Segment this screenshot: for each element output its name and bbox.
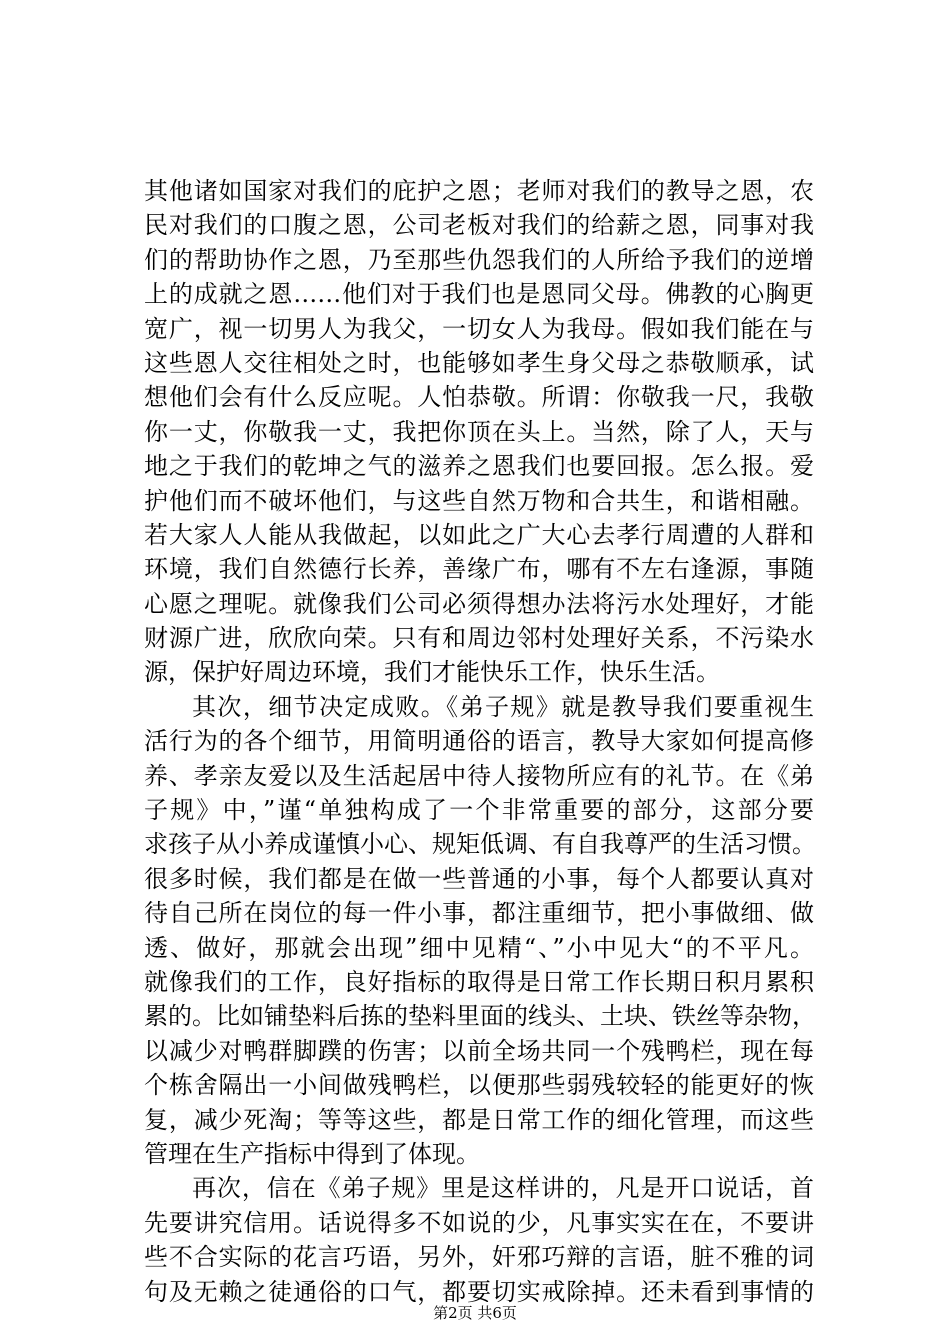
text-line: 先要讲究信用。话说得多不如说的少，凡事实实在在，不要讲 xyxy=(144,1208,814,1237)
body-text xyxy=(144,174,814,1309)
text-line: 很多时候，我们都是在做一些普通的小事，每个人都要认真对 xyxy=(144,864,814,893)
text-line: 护他们而不破坏他们，与这些自然万物和合共生，和谐相融。 xyxy=(144,486,814,515)
text-line: 透、做好，那就会出现”细中见精“、”小中见大“的不平凡。 xyxy=(144,933,814,962)
text-line: 若大家人人能从我做起，以如此之广大心去孝行周遭的人群和 xyxy=(144,520,814,549)
paragraph-start-line: 其次，细节决定成败。《弟子规》就是教导我们要重视生 xyxy=(192,692,814,721)
text-line: 地之于我们的乾坤之气的滋养之恩我们也要回报。怎么报。爱 xyxy=(144,452,814,481)
text-line: 句及无赖之徒通俗的口气，都要切实戒除掉。还未看到事情的 xyxy=(144,1277,814,1306)
text-line: 环境，我们自然德行长养，善缘广布，哪有不左右逢源，事随 xyxy=(144,555,814,584)
text-line: 其他诸如国家对我们的庇护之恩；老师对我们的教导之恩，农 xyxy=(144,177,814,205)
text-line: 民对我们的口腹之恩，公司老板对我们的给薪之恩，同事对我 xyxy=(144,211,814,240)
paragraph-start-line: 再次，信在《弟子规》里是这样讲的，凡是开口说话，首 xyxy=(192,1174,814,1203)
text-line: 个栋舍隔出一小间做残鸭栏，以便那些弱残较轻的能更好的恢 xyxy=(144,1071,814,1100)
text-line: 们的帮助协作之恩，乃至那些仇怨我们的人所给予我们的逆增 xyxy=(144,245,814,274)
text-line: 活行为的各个细节，用简明通俗的语言，教导大家如何提高修 xyxy=(144,727,814,756)
text-line: 财源广进，欣欣向荣。只有和周边邻村处理好关系，不污染水 xyxy=(144,624,814,653)
text-line: 求孩子从小养成谨慎小心、规矩低调、有自我尊严的生活习惯。 xyxy=(144,830,816,859)
text-line: 这些恩人交往相处之时，也能够如孝生身父母之恭敬顺承，试 xyxy=(144,348,814,377)
text-line: 想他们会有什么反应呢。人怕恭敬。所谓：你敬我一尺，我敬 xyxy=(144,383,814,412)
text-line: 源，保护好周边环境，我们才能快乐工作，快乐生活。 xyxy=(144,658,720,687)
text-line: 你一丈，你敬我一丈，我把你顶在头上。当然，除了人，天与 xyxy=(144,417,814,446)
text-line: 上的成就之恩……他们对于我们也是恩同父母。佛教的心胸更 xyxy=(144,280,814,309)
text-line: 子规》中，”谨“单独构成了一个非常重要的部分，这部分要 xyxy=(144,796,814,825)
text-line: 管理在生产指标中得到了体现。 xyxy=(144,1139,480,1168)
text-line: 累的。比如铺垫料后拣的垫料里面的线头、土块、铁丝等杂物， xyxy=(144,1002,816,1031)
text-line: 些不合实际的花言巧语，另外，奸邪巧辩的言语，脏不雅的词 xyxy=(144,1243,814,1272)
text-line: 以减少对鸭群脚蹼的伤害；以前全场共同一个残鸭栏，现在每 xyxy=(144,1036,814,1065)
page-number-footer: 第2页 共6页 xyxy=(433,1304,517,1322)
text-line: 就像我们的工作，良好指标的取得是日常工作长期日积月累积 xyxy=(144,967,814,996)
text-line: 复，减少死淘；等等这些，都是日常工作的细化管理，而这些 xyxy=(144,1105,814,1134)
text-line: 心愿之理呢。就像我们公司必须得想办法将污水处理好，才能 xyxy=(144,589,814,618)
text-line: 待自己所在岗位的每一件小事，都注重细节，把小事做细、做 xyxy=(144,899,814,928)
text-line: 养、孝亲友爱以及生活起居中待人接物所应有的礼节。在《弟 xyxy=(144,761,814,790)
text-line: 宽广，视一切男人为我父，一切女人为我母。假如我们能在与 xyxy=(144,314,814,343)
